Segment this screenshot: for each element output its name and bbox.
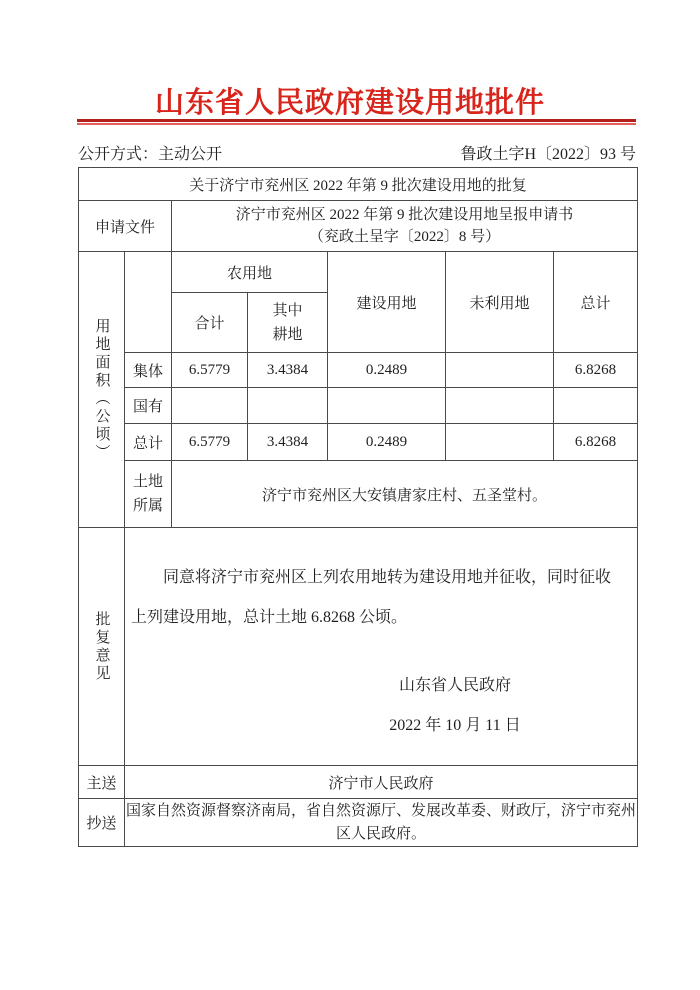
cc-recipient-label: 抄送 (79, 799, 125, 847)
land-area-corner-cell (125, 252, 172, 353)
application-doc-line1: 济宁市兖州区 2022 年第 9 批次建设用地呈报申请书 (235, 207, 574, 223)
header-construction-land: 建设用地 (328, 252, 446, 353)
cell-collective-agri-total: 6.5779 (172, 353, 248, 388)
cell-state-total (554, 388, 638, 424)
ownership-label (125, 461, 172, 528)
red-divider-bottom-line (77, 123, 636, 125)
cell-collective-cultivated: 3.4384 (248, 353, 328, 388)
publicity-method: 公开方式：主动公开 (78, 146, 223, 163)
doc-number: 鲁政土字H〔2022〕93 号 (460, 146, 636, 163)
cc-recipient-value: 国家自然资源督察济南局，省自然资源厅、发展改革委、财政厅，济宁市兖州区人民政府。 (125, 799, 638, 847)
row-label-collective: 集体 (125, 353, 172, 388)
signature-block (335, 666, 575, 746)
approval-table (78, 167, 638, 847)
document-title: 山东省人民政府建设用地批件 (154, 87, 545, 119)
application-doc-label: 申请文件 (79, 201, 172, 252)
cell-state-cultivated (248, 388, 328, 424)
header-unused-land: 未利用地 (446, 252, 554, 353)
header-grand-total: 总计 (554, 252, 638, 353)
application-doc-value (172, 201, 638, 252)
land-area-label: 用地面积（公顷） (79, 252, 125, 528)
cell-collective-construction: 0.2489 (328, 353, 446, 388)
cell-state-unused (446, 388, 554, 424)
ownership-value: 济宁市兖州区大安镇唐家庄村、五圣堂村。 (172, 461, 638, 528)
ownership-label-text: 土地所属 (132, 474, 163, 514)
red-divider (77, 119, 636, 126)
cell-total-unused (446, 424, 554, 461)
row-label-total: 总计 (125, 424, 172, 461)
main-recipient-value: 济宁市人民政府 (125, 766, 638, 799)
application-doc-line2: （兖政土呈字〔2022〕8 号） (308, 229, 501, 245)
subject-title: 关于济宁市兖州区 2022 年第 9 批次建设用地的批复 (79, 168, 638, 201)
cell-total-cultivated: 3.4384 (248, 424, 328, 461)
approval-opinion-label: 批复意见 (79, 528, 125, 766)
cell-state-construction (328, 388, 446, 424)
cell-state-agri-total (172, 388, 248, 424)
header-agri-subtotal: 合计 (172, 293, 248, 353)
approval-opinion-content (125, 528, 638, 766)
meta-row (78, 141, 636, 164)
cell-collective-total: 6.8268 (554, 353, 638, 388)
cell-total-total: 6.8268 (554, 424, 638, 461)
header-cultivated-land (248, 293, 328, 353)
row-label-state-owned: 国有 (125, 388, 172, 424)
signature-authority: 山东省人民政府 (398, 676, 511, 694)
cell-total-agri-total: 6.5779 (172, 424, 248, 461)
header-agricultural-land: 农用地 (172, 252, 328, 293)
main-recipient-label: 主送 (79, 766, 125, 799)
cell-total-construction: 0.2489 (328, 424, 446, 461)
signature-date: 2022 年 10 月 11 日 (389, 716, 521, 734)
header-cultivated-land-text: 其中耕地 (272, 302, 303, 343)
cell-collective-unused (446, 353, 554, 388)
approval-opinion-text: 同意将济宁市兖州区上列农用地转为建设用地并征收，同时征收上列建设用地，总计土地 6.8268 公顷。 (131, 568, 612, 626)
